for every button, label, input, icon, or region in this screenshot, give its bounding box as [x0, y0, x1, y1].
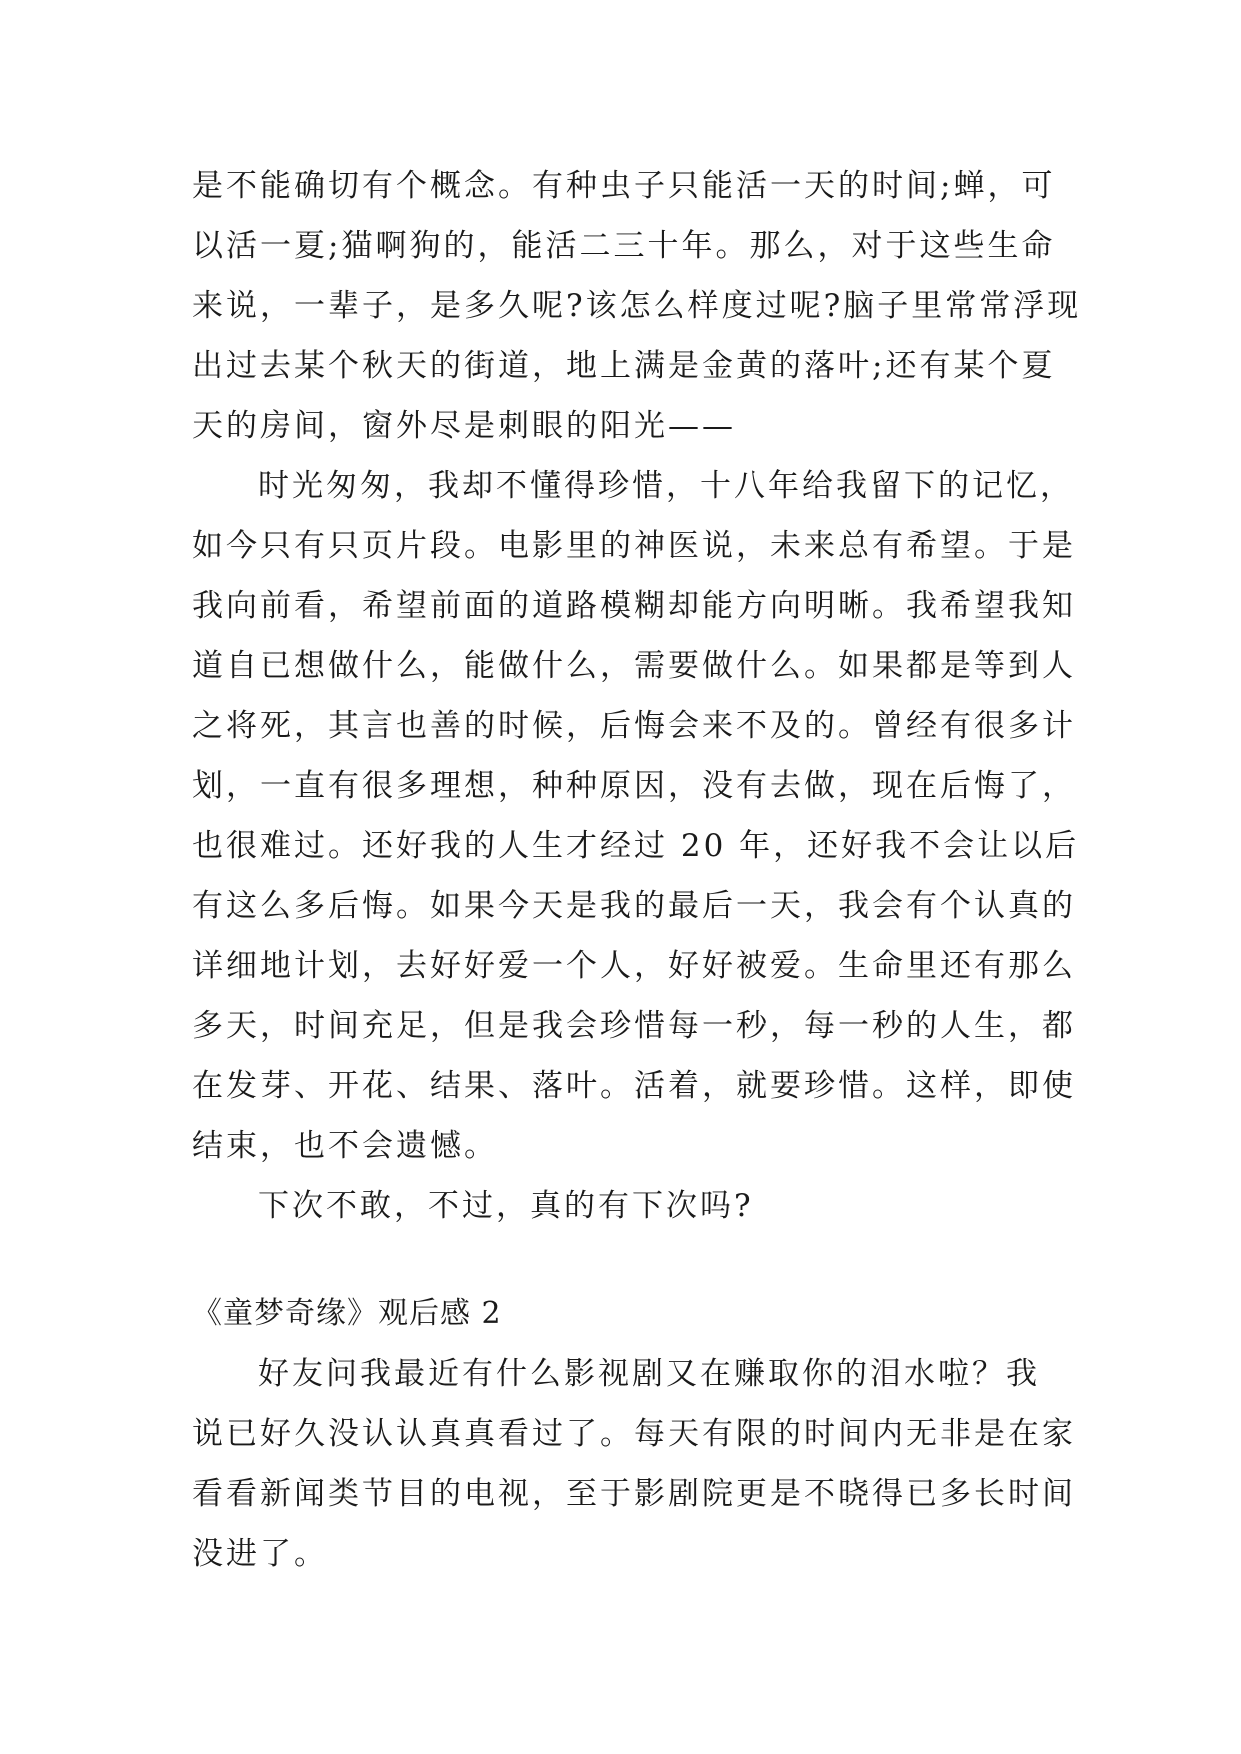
- text-line: 出过去某个秋天的街道，地上满是金黄的落叶;还有某个夏: [192, 348, 1056, 384]
- text-line: 道自已想做什么，能做什么，需要做什么。如果都是等到人: [192, 648, 1076, 684]
- text-line: 好友问我最近有什么影视剧又在赚取你的泪水啦？我: [258, 1356, 1040, 1392]
- text-line: 说已好久没认认真真看过了。每天有限的时间内无非是在家: [192, 1416, 1076, 1452]
- document-page: [192, 156, 1082, 1584]
- section-gap: [192, 1236, 1052, 1284]
- text-line: 划，一直有很多理想，种种原因，没有去做，现在后悔了，: [192, 768, 1076, 804]
- text-line: 结束，也不会遗憾。: [192, 1128, 498, 1164]
- paragraph-2: [192, 456, 1080, 1176]
- text-line: 是不能确切有个概念。有种虫子只能活一天的时间;蝉，可: [192, 168, 1056, 204]
- text-line: 看看新闻类节目的电视，至于影剧院更是不晓得已多长时间: [192, 1476, 1076, 1512]
- section-title: 《童梦奇缘》观后感 2: [192, 1296, 502, 1331]
- text-line: 来说，一辈子，是多久呢?该怎么样度过呢?脑子里常常浮现: [192, 288, 1082, 324]
- paragraph-1: [192, 156, 1082, 456]
- text-line: 我向前看，希望前面的道路模糊却能方向明晰。我希望我知: [192, 588, 1076, 624]
- text-line: 在发芽、开花、结果、落叶。活着，就要珍惜。这样，即使: [192, 1068, 1076, 1104]
- text-line: 也很难过。还好我的人生才经过 20 年，还好我不会让以后: [192, 828, 1080, 864]
- text-line: 之将死，其言也善的时候，后悔会来不及的。曾经有很多计: [192, 708, 1076, 744]
- text-line: 以活一夏;猫啊狗的，能活二三十年。那么，对于这些生命: [192, 228, 1056, 264]
- text-line: 时光匆匆，我却不懂得珍惜，十八年给我留下的记忆，: [258, 468, 1074, 504]
- text-line: 详细地计划，去好好爱一个人，好好被爱。生命里还有那么: [192, 948, 1076, 984]
- text-line: 多天，时间充足，但是我会珍惜每一秒，每一秒的人生，都: [192, 1008, 1076, 1044]
- text-line: 天的房间，窗外尽是刺眼的阳光——: [192, 408, 736, 444]
- text-line: 没进了。: [192, 1536, 328, 1572]
- text-line: 有这么多后悔。如果今天是我的最后一天，我会有个认真的: [192, 888, 1076, 924]
- paragraph-3: [192, 1176, 1052, 1236]
- text-line: 下次不敢，不过，真的有下次吗?: [258, 1188, 754, 1224]
- section-paragraph: [192, 1344, 1076, 1584]
- text-line: 如今只有只页片段。电影里的神医说，未来总有希望。于是: [192, 528, 1076, 564]
